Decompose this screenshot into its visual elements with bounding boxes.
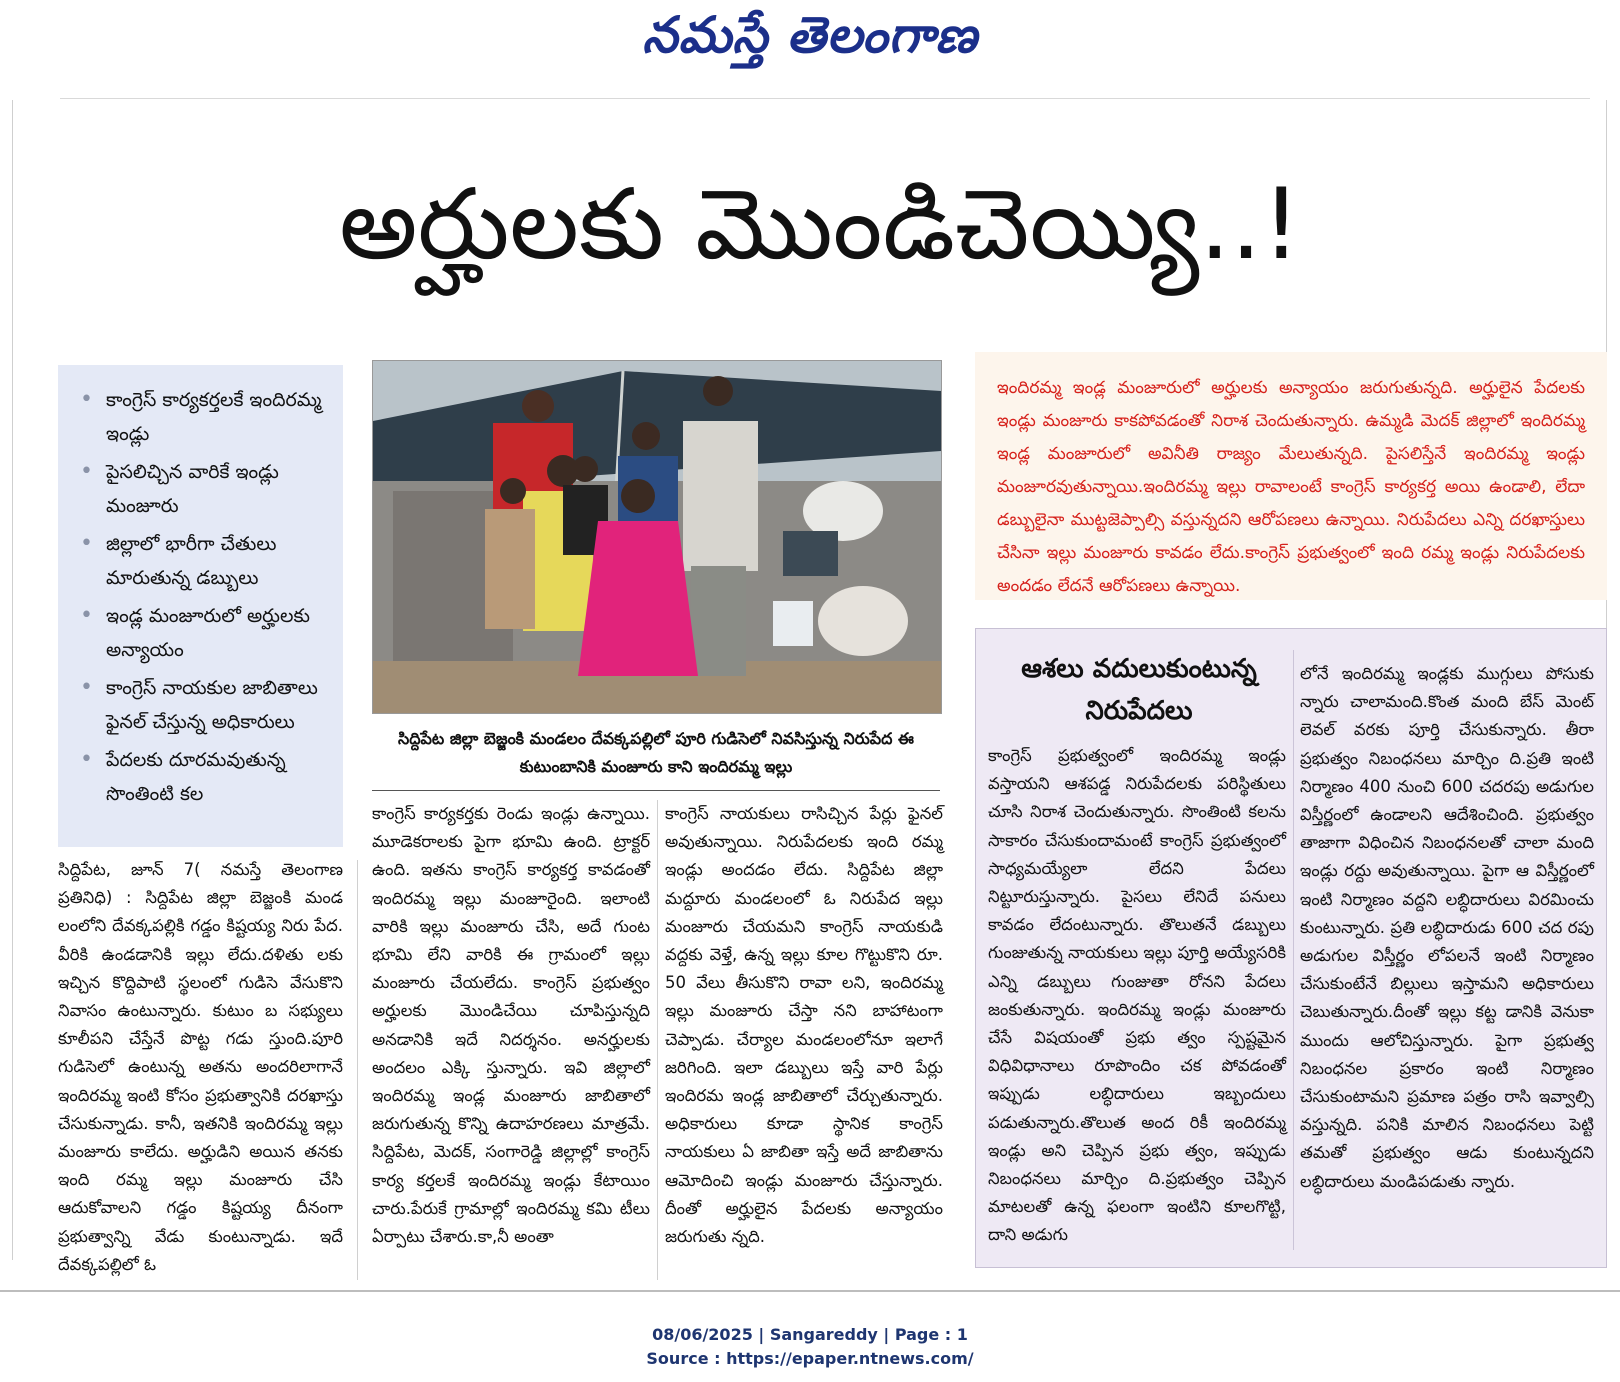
bottom-divider: [0, 1290, 1620, 1292]
article-column-2: కాంగ్రెస్ కార్యకర్తకు రెండు ఇండ్లు ఉన్నాయి. మూడెకరాలకు పైగా భూమి ఉంది. ట్రాక్టర్ ఉంది. ఇతను కాంగ్రెస్ కార్యకర్త కావడంతో ఇందిరమ్మ ఇల్లు మంజూరైంది. ఇలాంటి వారికి ఇల్లు మంజూరు చేసి, అదే గుంట భూమి లేని వారికి ఈ గ్రామంలో ఇల్లు మంజూరు చేయలేదు. కాంగ్రెస్ ప్రభుత్వం అర్హులకు మొండిచేయి చూపిస్తున్నది అనడానికి ఇదే నిదర్శనం. అనర్హులకు అందలం ఎక్కి స్తున్నారు. ఇవి జిల్లాలో ఇందిరమ్మ ఇండ్ల మంజూరు జాబితాలో జరుగుతున్న కొన్ని ఉదాహరణలు మాత్రమే. సిద్దిపేట, మెదక్, సంగారెడ్డి జిల్లాల్లో కాంగ్రెస్ కార్య కర్తలకే ఇందిరమ్మ ఇండ్లు కేటాయిం చారు.పేరుకే గ్రామాల్లో ఇందిరమ్మ కమి టీలు ఏర్పాటు చేశారు.కా,నీ అంతా: [372, 804, 650, 1247]
summary-callout: ఇందిరమ్మ ఇండ్ల మంజూరులో అర్హులకు అన్యాయం జరుగుతున్నది. అర్హులైన పేదలకు ఇండ్లు మంజూరు కాకపోవడంతో నిరాశ చెందుతున్నారు. ఉమ్మడి మెదక్ జిల్లాలో ఇందిరమ్మ ఇండ్ల మంజూరులో అవినీతి రాజ్యం మేలుతున్నది. పైసలిస్తేనే ఇందిరమ్మ ఇండ్లు మంజూరవుతున్నాయి.ఇందిరమ్మ ఇల్లు రావాలంటే కాంగ్రెస్ కార్యకర్త అయి ఉండాలి, లేదా డబ్బులైనా ముట్టజెప్పాల్సి వస్తున్నదని ఆరోపణలు ఉన్నాయి. నిరుపేదలు ఎన్ని దరఖాస్తులు చేసినా ఇల్లు మంజూరు కావడం లేదు.కాంగ్రెస్ ప్రభుత్వంలో ఇంది రమ్మ ఇండ్లు నిరుపేదలకు అందడం లేదనే ఆరోపణలు ఉన్నాయి.: [975, 352, 1607, 600]
top-divider: [60, 98, 1590, 107]
family-photo-illustration: [373, 361, 941, 713]
article-column-1: సిద్దిపేట, జూన్ 7( నమస్తే తెలంగాణ ప్రతినిధి) : సిద్దిపేట జిల్లా బెజ్జంకి మండ లంలోని దేవక్కపల్లికి గడ్డం కిష్టయ్య నిరు పేద. వీరికి ఉండడానికి ఇల్లు లేదు.దళితు లకు ఇచ్చిన కొద్దిపాటి స్థలంలో గుడిసె వేసుకొని నివాసం ఉంటున్నారు. కుటుం బ సభ్యులు కూలీపని చేస్తేనే పొట్ట గడు స్తుంది.పూరి గుడిసెలో ఉంటున్న అతను అందరిలాగానే ఇందిరమ్మ ఇంటి కోసం ప్రభుత్వానికి దరఖాస్తు చేసుకున్నాడు. కానీ, ఇతనికి ఇందిరమ్మ ఇల్లు మంజూరు కాలేదు. అర్హుడిని అయిన తనకు ఇంది రమ్మ ఇల్లు మంజూరు చేసి ఆదుకోవాలని గడ్డం కిష్టయ్య దీనంగా ప్రభుత్వాన్ని వేడు కుంటున్నాడు. ఇదే దేవక్కపల్లిలో ఓ: [58, 860, 343, 1274]
caption-divider: [372, 790, 940, 791]
article-column-3: కాంగ్రెస్ నాయకులు రాసిచ్చిన పేర్లు ఫైనల్ అవుతున్నాయి. నిరుపేదలకు ఇంది రమ్మ ఇండ్లు అందడం లేదు. సిద్దిపేట జిల్లా మద్దూరు మండలంలో ఓ నిరుపేద ఇల్లు మంజూరు చేయమని కాంగ్రెస్ నాయకుడి వద్దకు వెళ్తే, ఉన్న ఇల్లు కూల గొట్టుకొని రూ. 50 వేలు తీసుకొని రావా లని, ఇందిరమ్మ ఇల్లు మంజూరు చేస్తా నని బాహాటంగా చెప్పాడు. చేర్యాల మండలంలోనూ ఇలాగే జరిగింది. ఇలా డబ్బులు ఇస్తే వారి పేర్లు ఇందిరమ ఇండ్ల జాబితాలో చేర్చుతున్నారు. అధికారులు కూడా స్థానిక కాంగ్రెస్ నాయకులు ఏ జాబితా ఇస్తే అదే జాబితాను ఆమోదించి ఇండ్లు మంజూరు చేస్తున్నారు. దీంతో అర్హులైన పేదలకు అన్యాయం జరుగుతు న్నది.: [665, 804, 943, 1247]
highlight-item: • జిల్లాలో భారీగా చేతులు మారుతున్న డబ్బులు: [76, 527, 329, 595]
footer-edition-line: 08/06/2025 | Sangareddy | Page : 1: [652, 1325, 968, 1344]
highlights-list: [76, 383, 329, 811]
highlight-item: • కాంగ్రెస్ నాయకుల జాబితాలు ఫైనల్ చేస్తున్న అధికారులు: [76, 671, 329, 739]
sidebar-column-divider: [1293, 650, 1294, 1250]
headline: అర్హులకు మొండిచెయ్యి..!: [339, 168, 1301, 282]
sidebar-heading-line-2: నిరుపేదలు: [1085, 696, 1193, 726]
family-photo: [372, 360, 942, 714]
highlight-item: • పేదలకు దూరమవుతున్న సొంతింటి కల: [76, 743, 329, 811]
masthead-logo: నమస్తే తెలంగాణ: [642, 6, 978, 64]
sidebar-column-1: కాంగ్రెస్ ప్రభుత్వంలో ఇందిరమ్మ ఇండ్లు వస్తాయని ఆశపడ్డ నిరుపేదలకు పరిస్థితులు చూసి నిరాశ చెందుతున్నారు. సొంతింటి కలను సాకారం చేసుకుందామంటే కాంగ్రెస్ ప్రభుత్వంలో సాధ్యమయ్యేలా లేదని పేదలు నిట్టూరుస్తున్నారు. పైసలు లేనిదే పనులు కావడం లేదంటున్నారు. తొలుతనే డబ్బులు గుంజుతున్న నాయకులు ఇల్లు పూర్తి అయ్యేసరికి ఎన్ని డబ్బులు గుంజుతా రోనని పేదలు జంకుతున్నారు. ఇందిరమ్మ ఇండ్లు మంజూరు చేసే విషయంతో ప్రభు త్వం స్పష్టమైన విధివిధానాలు రూపొందిం చక పోవడంతో ఇప్పుడు లబ్ధిదారులు ఇబ్బందులు పడుతున్నారు.తొలుత అంద రికీ ఇందిరమ్మ ఇండ్లు అని చెప్పిన ప్రభు త్వం, ఇప్పుడు నిబంధనలు మార్చిం ది.ప్రభుత్వం చెప్పిన మాటలతో ఉన్న ఫలంగా ఇంటిని కూలగొట్టి, దాని అడుగు: [988, 746, 1286, 1245]
page-border-left: [12, 100, 13, 1260]
footer-source-line: Source : https://epaper.ntnews.com/: [646, 1349, 974, 1368]
column-divider: [357, 860, 358, 1280]
highlights-box: [58, 365, 343, 847]
sidebar-heading-line-1: ఆశలు వదులుకుంటున్న: [1021, 654, 1257, 684]
highlight-item: • పైసలిచ్చిన వారికే ఇండ్లు మంజూరు: [76, 455, 329, 523]
sidebar-heading: [985, 648, 1293, 732]
sidebar-column-2: లోనే ఇందిరమ్మ ఇండ్లకు ముగ్గులు పోసుకు న్నారు చాలామంది.కొంత మంది బేస్ మెంట్ లెవల్ వరకు పూర్తి చేసుకున్నారు. తీరా ప్రభుత్వం నిబంధనలు మార్చిం ది.ప్రతి ఇంటి నిర్మాణం 400 నుంచి 600 చదరపు అడుగుల విస్తీర్ణంలో ఉండాలని ఆదేశించింది. ప్రభుత్వం తాజాగా విధించిన నిబంధనలతో చాలా మంది ఇండ్లు రద్దు అవుతున్నాయి. పైగా ఆ విస్తీర్ణంలో ఇంటి నిర్మాణం వద్దని లబ్ధిదారులు విరమించు కుంటున్నారు. ప్రతి లబ్ధిదారుడు 600 చద రపు అడుగుల విస్తీర్ణం లోపలనే ఇంటి నిర్మాణం చేసుకుంటేనే బిల్లులు ఇస్తామని అధికారులు చెబుతున్నారు.దీంతో ఇల్లు కట్ట డానికి వెనుకా ముందు ఆలోచిస్తున్నారు. పైగా ప్రభుత్వ నిబంధనల ప్రకారం ఇంటి నిర్మాణం చేసుకుంటామని ప్రమాణ పత్రం రాసి ఇవ్వాల్సి వస్తున్నది. పనికి మాలిన నిబంధనలు పెట్టి తమతో ప్రభుత్వం ఆడు కుంటున్నదని లబ్ధిదారులు మండిపడుతు న్నారు.: [1300, 664, 1594, 1191]
highlight-item: • కాంగ్రెస్ కార్యకర్తలకే ఇందిరమ్మ ఇండ్లు: [76, 383, 329, 451]
highlight-item: • ఇండ్ల మంజూరులో అర్హులకు అన్యాయం: [76, 599, 329, 667]
photo-caption: సిద్దిపేట జిల్లా బెజ్జంకి మండలం దేవక్కపల్లిలో పూరి గుడిసెలో నివసిస్తున్న నిరుపేద ఈ కుటుంబానికి మంజూరు కాని ఇందిరమ్మ ఇల్లు: [398, 729, 914, 776]
column-divider: [657, 800, 658, 1280]
